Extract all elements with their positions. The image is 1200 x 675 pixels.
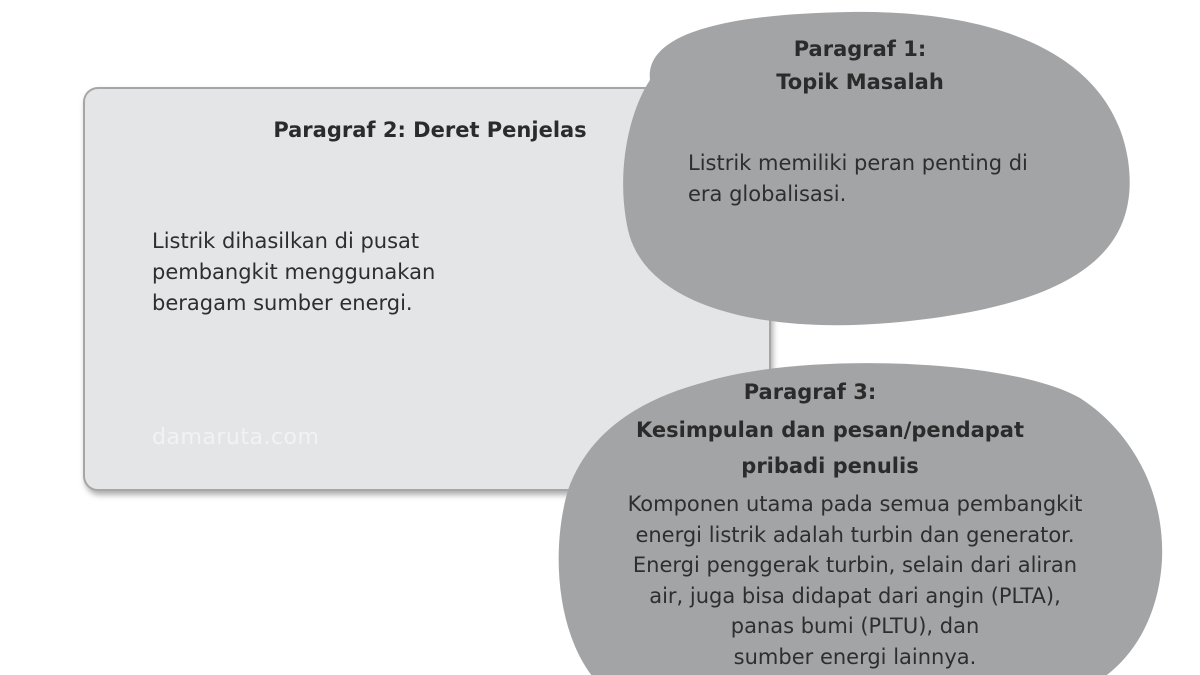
paragraf3-body bbox=[560, 489, 1150, 672]
paragraf3-body-line: panas bumi (PLTU), dan bbox=[730, 614, 980, 638]
paragraf3-title-line2: Kesimpulan dan pesan/pendapat bbox=[635, 418, 1025, 442]
paragraf3-title-line3: pribadi penulis bbox=[741, 454, 919, 478]
watermark: damaruta.com bbox=[152, 425, 320, 450]
paragraf3-body-line: Energi penggerak turbin, selain dari aliran bbox=[632, 553, 1078, 577]
paragraf3-body-line: sumber energi lainnya. bbox=[733, 644, 977, 669]
paragraf3-body-line: energi listrik adalah turbin dan generator. bbox=[635, 522, 1075, 547]
paragraf1-title-line1: Paragraf 1: bbox=[793, 37, 927, 61]
paragraf3-body-line: Komponen utama pada semua pembangkit bbox=[627, 492, 1083, 516]
paragraf2-body bbox=[152, 226, 572, 319]
paragraf1-body bbox=[688, 148, 1108, 210]
paragraf2-body-line: pembangkit menggunakan bbox=[152, 260, 436, 284]
paragraf2-body-line: Listrik dihasilkan di pusat bbox=[152, 229, 420, 253]
paragraf3-title-line1: Paragraf 3: bbox=[743, 380, 877, 404]
paragraf2-body-line: beragam sumber energi. bbox=[152, 291, 413, 315]
paragraf1-body-line: Listrik memiliki peran penting di bbox=[688, 151, 1028, 175]
paragraf3-body-line: air, juga bisa didapat dari angin (PLTA), bbox=[649, 583, 1061, 608]
paragraf1-body-line: era globalisasi. bbox=[688, 182, 847, 206]
paragraf1-title-line2: Topik Masalah bbox=[776, 70, 944, 94]
paragraf2-title: Paragraf 2: Deret Penjelas bbox=[273, 118, 587, 142]
